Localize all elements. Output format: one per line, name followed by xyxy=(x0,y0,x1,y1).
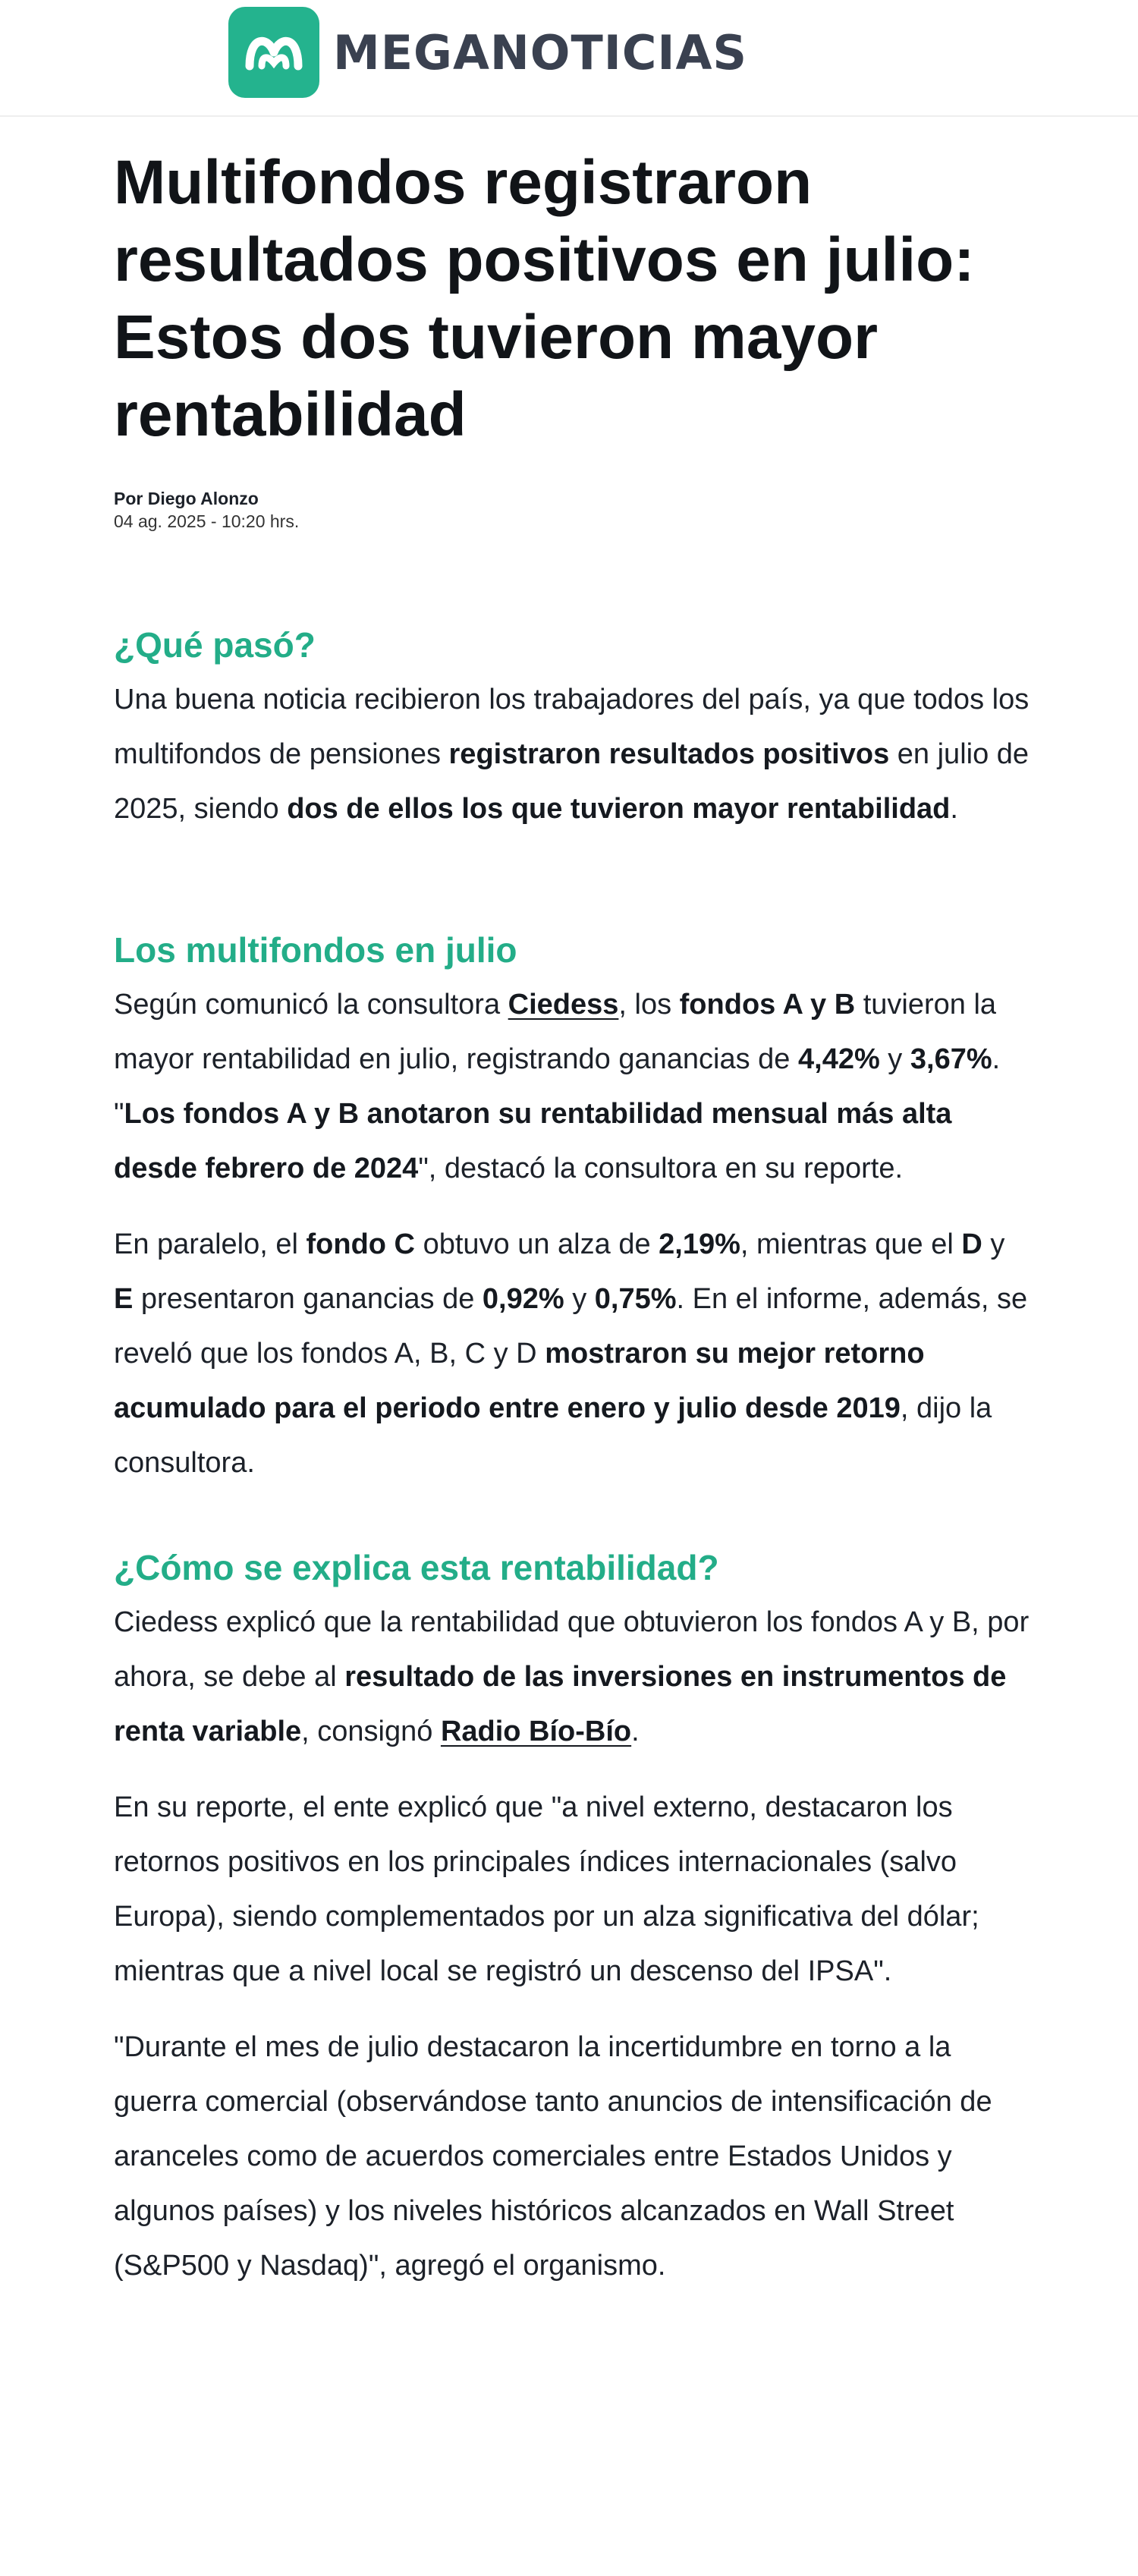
radio-bio-bio-link[interactable]: Radio Bío-Bío xyxy=(440,1716,632,1747)
article-headline: Multifondos registraron resultados positivos en julio: Estos dos tuvieron mayor rentabilidad xyxy=(114,148,975,449)
paragraph: En paralelo, el fondo C obtuvo un alza de 2,19%, mientras que el D y E presentaron ganancias de 0,92% y 0,75%. En el informe, además, se reveló que los fondos A, B, C y D mostraron su mejor retorno acumulado para el periodo entre enero y julio desde 2019, dijo la consultora. xyxy=(114,1228,1028,1479)
paragraph: Ciedess explicó que la rentabilidad que obtuvieron los fondos A y B, por ahora, se debe al resultado de las inversiones en instrumentos de renta variable, consignó Radio Bío-Bío. xyxy=(114,1606,1030,1747)
paragraph: "Durante el mes de julio destacaron la incertidumbre en torno a la guerra comercial (observándose tanto anuncios de intensificación de aranceles como de acuerdos comerciales entre Estados Unidos y algunos países) y los niveles históricos alcanzados en Wall Street (S&P500 y Nasdaq)", agregó el organismo. xyxy=(114,2031,992,2282)
article-date: 04 ag. 2025 - 10:20 hrs. xyxy=(114,511,300,531)
section-title: ¿Qué pasó? xyxy=(114,625,316,665)
article xyxy=(114,144,1032,2293)
section-como-se-explica xyxy=(114,1545,1032,2293)
paragraph: Una buena noticia recibieron los trabajadores del país, ya que todos los multifondos de pensiones registraron resultados positivos en julio de 2025, siendo dos de ellos los que tuvieron mayor rentabilidad. xyxy=(114,684,1030,825)
paragraph: Según comunicó la consultora Ciedess, los fondos A y B tuvieron la mayor rentabilidad en julio, registrando ganancias de 4,42% y 3,67%. "Los fondos A y B anotaron su rentabilidad mensual más alta desde febrero de 2024", destacó la consultora en su reporte. xyxy=(114,989,1001,1184)
site-header xyxy=(0,0,1138,117)
ciedess-link[interactable]: Ciedess xyxy=(508,989,619,1021)
section-que-paso xyxy=(114,622,1032,836)
paragraph: En su reporte, el ente explicó que "a nivel externo, destacaron los retornos positivos en los principales índices internacionales (salvo Europa), siendo complementados por un alza significativa del dólar; mientras que a nivel local se registró un descenso del IPSA". xyxy=(114,1791,979,1987)
meganoticias-logo-icon xyxy=(228,7,319,98)
section-title: ¿Cómo se explica esta rentabilidad? xyxy=(114,1548,719,1587)
brand-name: MEGANOTICIAS xyxy=(333,24,748,80)
article-author: Por Diego Alonzo xyxy=(114,489,259,508)
brand-logo-link[interactable] xyxy=(228,7,747,98)
section-multifondos-julio xyxy=(114,927,1032,1490)
section-title: Los multifondos en julio xyxy=(114,930,517,970)
byline xyxy=(114,487,1032,533)
